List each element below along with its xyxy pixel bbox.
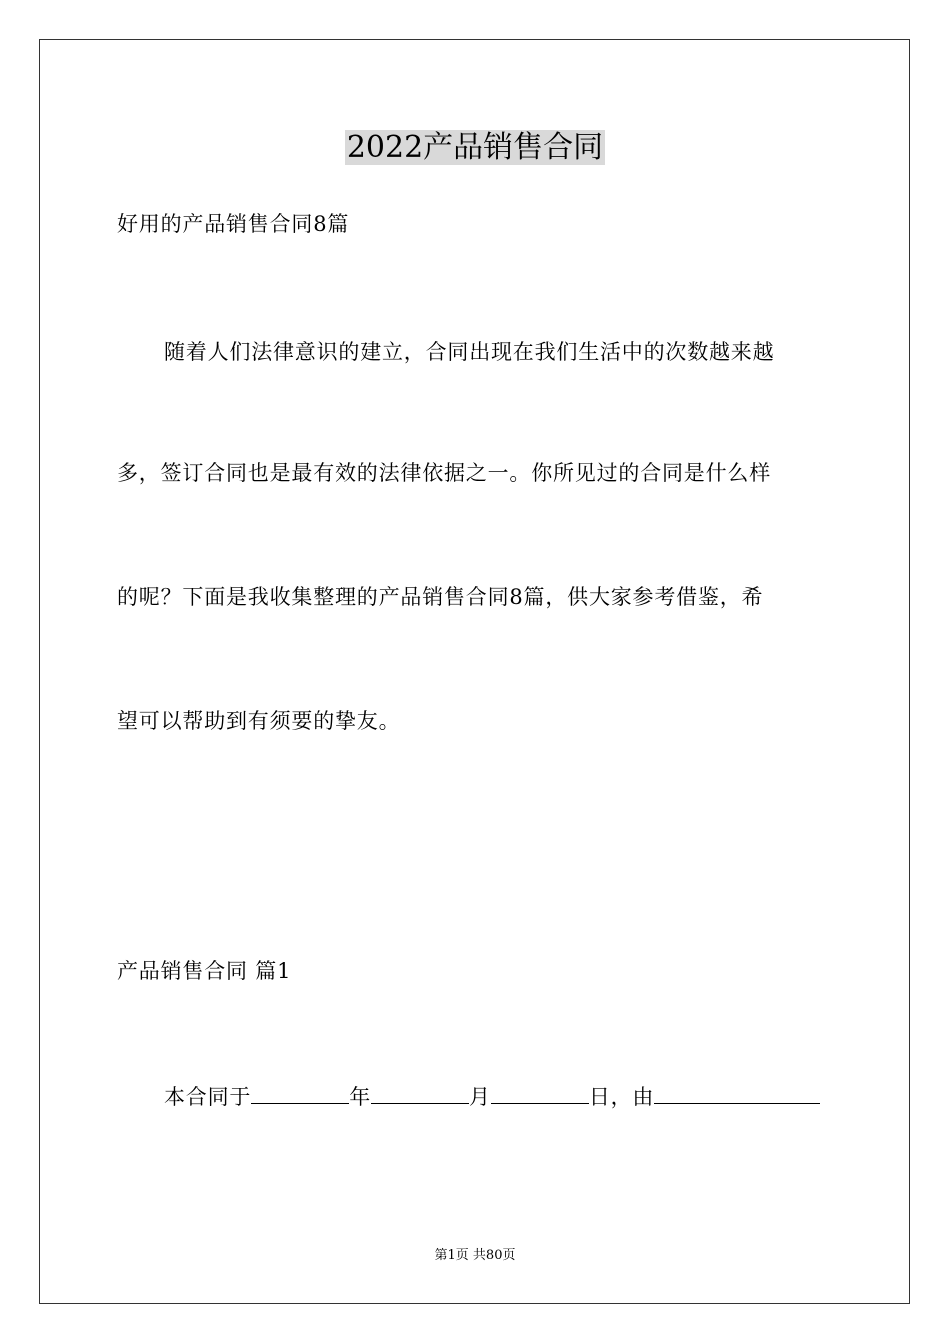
document-title	[0, 127, 950, 169]
month-blank	[371, 1081, 469, 1104]
section-heading: 产品销售合同 篇1	[117, 959, 292, 983]
page-footer: 第1页 共80页	[434, 1248, 516, 1263]
month-label: 月	[469, 1085, 491, 1109]
day-blank	[491, 1081, 589, 1104]
intro-line-3: 的呢？下面是我收集整理的产品销售合同8篇，供大家参考借鉴，希	[117, 585, 764, 609]
intro-line-4: 望可以帮助到有须要的挚友。	[117, 709, 401, 733]
contract-prefix: 本合同于	[164, 1085, 252, 1109]
intro-line-1: 随着人们法律意识的建立，合同出现在我们生活中的次数越来越	[164, 340, 775, 364]
year-label: 年	[349, 1085, 372, 1109]
document-title-text: 2022产品销售合同	[346, 130, 604, 165]
contract-date-line	[117, 1081, 833, 1112]
party-blank	[654, 1081, 820, 1104]
document-subtitle: 好用的产品销售合同8篇	[117, 212, 350, 236]
day-label: 日，由	[588, 1085, 655, 1109]
year-blank	[251, 1081, 349, 1104]
intro-line-2: 多，签订合同也是最有效的法律依据之一。你所见过的合同是什么样	[117, 461, 771, 485]
